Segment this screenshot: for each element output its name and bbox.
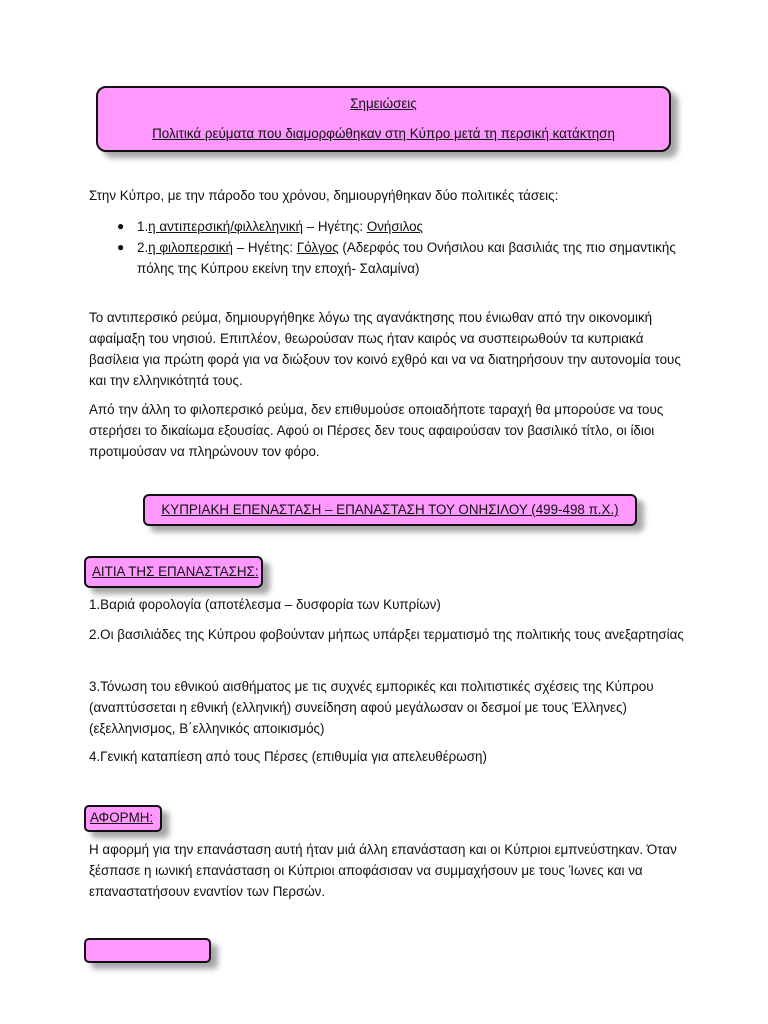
cause-item: 1.Βαριά φορολογία (αποτέλεσμα – δυσφορία των Κυπρίων) bbox=[89, 597, 441, 612]
paragraph-pro-persian: Από την άλλη το φιλοπερσικό ρεύμα, δεν επιθυμούσε οποιαδήποτε ταραχή θα μπορούσε να τους στερήσει το δικαίωμα εξουσίας. Αφού οι Πέρσες δεν τους αφαιρούσαν τον βασιλικό τίτλο, οι ίδιοι προτιμούσαν να πληρώνουν τον φόρο. bbox=[89, 402, 664, 459]
cause-item: 3.Τόνωση του εθνικού αισθήματος με τις συχνές εμπορικές και πολιτιστικές σχέσεις της Κύπρου (αναπτύσσεται η εθνική (ελληνική) συνείδηση αφού μεγάλωσαν οι δεσμοί με τους Έλληνες) (εξελληνισμος, Β΄ελληνικός αποικισμός) bbox=[89, 679, 654, 736]
bullet-icon: ● bbox=[117, 240, 125, 254]
trigger-text: Η αφορμή για την επανάσταση αυτή ήταν μιά άλλη επανάσταση και οι Κύπριοι εμπνεύστηκαν. Όταν ξέσπασε η ιωνική επανάσταση οι Κύπριοι αποφάσισαν να συμμαχήσουν με τους Ίωνες και να επαναστατήσουν εναντίον των Περσών. bbox=[89, 842, 677, 899]
page-title: Σημειώσεις bbox=[350, 96, 417, 111]
intro-text: Στην Κύπρο, με την πάροδο του χρόνου, δημιουργήθηκαν δύο πολιτικές τάσεις: bbox=[89, 188, 559, 203]
paragraph-anti-persian: Το αντιπερσικό ρεύμα, δημιουργήθηκε λόγω της αγανάκτησης που ένιωθαν από την οικονομική αφαίμαξη του νησιού. Επιπλέον, θεωρούσαν πως ήταν καιρός να συσπειρωθούν τα κυπριακά βασίλεια για πρώτη φορά για να διώξουν τον κοινό εχθρό και να να διατηρήσουν την αυτονομία τους και την ελληνικότητά τους. bbox=[89, 310, 681, 388]
bullet-icon: ● bbox=[117, 219, 125, 233]
list-item bbox=[137, 216, 687, 237]
list-term: η φιλοπερσική bbox=[148, 240, 233, 255]
empty-heading-box bbox=[84, 938, 211, 963]
list-leader-name: Ονήσιλος bbox=[366, 219, 424, 234]
causes-heading: ΑΙΤΙΑ ΤΗΣ ΕΠΑΝΑΣΤΑΣΗΣ: bbox=[92, 564, 259, 579]
revolution-heading-box bbox=[143, 494, 637, 526]
list-leader-name: Γόλγος bbox=[296, 240, 339, 255]
cause-item: 2.Οι βασιλιάδες της Κύπρου φοβούνταν μήπως υπάρξει τερματισμό της πολιτικής τους ανεξαρτησίας bbox=[89, 627, 684, 642]
list-leader-label: – Ηγέτης: bbox=[302, 219, 367, 234]
list-term: η αντιπερσική/φιλλεληνική bbox=[148, 219, 303, 234]
trigger-heading: ΑΦΟΡΜΗ: bbox=[90, 810, 154, 825]
trigger-heading-box bbox=[84, 805, 162, 832]
title-box bbox=[96, 86, 671, 152]
page-subtitle: Πολιτικά ρεύματα που διαμορφώθηκαν στη Κύπρο μετά τη περσική κατάκτηση bbox=[152, 126, 615, 141]
cause-item: 4.Γενική καταπίεση από τους Πέρσες (επιθυμία για απελευθέρωση) bbox=[89, 749, 487, 764]
list-item bbox=[137, 237, 687, 279]
list-number: 2. bbox=[137, 240, 149, 255]
list-leader-label: – Ηγέτης: bbox=[232, 240, 297, 255]
list-detail: (Αδερφός του Ονήσιλου και βασιλιάς της πιο σημαντικής πόλης της Κύπρου εκείνη την εποχή- Σαλαμίνα) bbox=[137, 240, 676, 276]
list-number: 1. bbox=[137, 219, 149, 234]
causes-heading-box bbox=[84, 556, 263, 588]
revolution-heading: ΚΥΠΡΙΑΚΗ ΕΠΕΝΑΣΤΑΣΗ – ΕΠΑΝΑΣΤΑΣΗ ΤΟΥ ΟΝΗΣΙΛΟΥ (499-498 π.Χ.) bbox=[161, 502, 619, 517]
